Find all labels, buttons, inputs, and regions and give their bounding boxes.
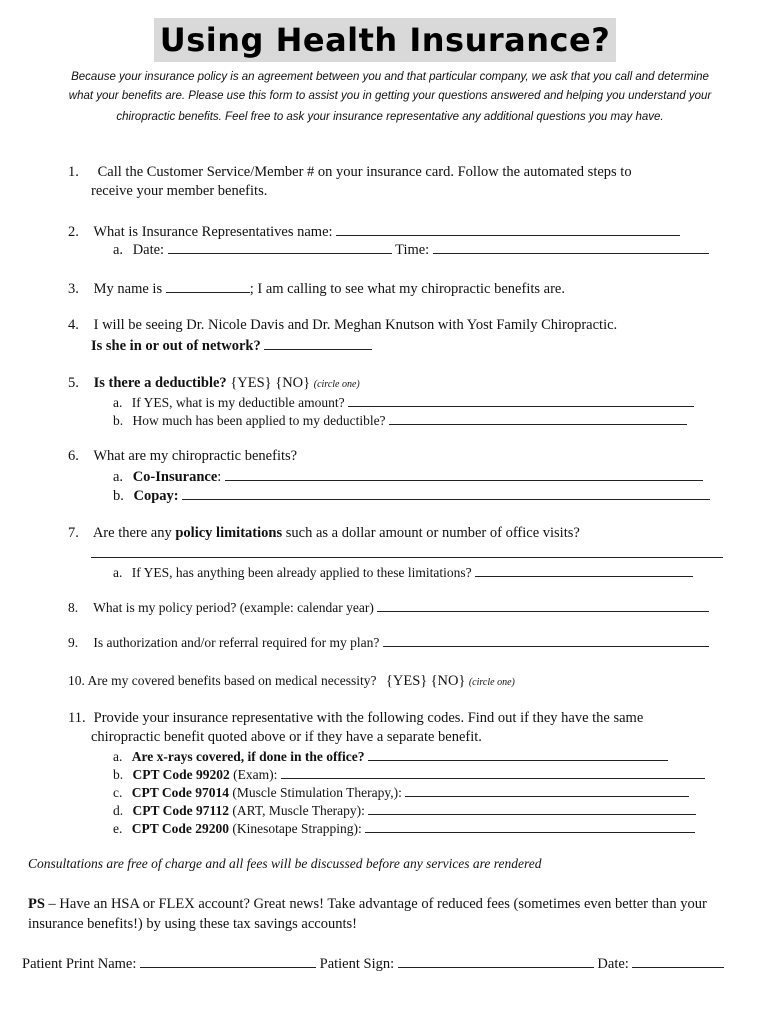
print-name-field[interactable] [140, 953, 316, 968]
sub-label: a. [113, 469, 124, 485]
limitations-field[interactable] [91, 543, 723, 558]
code-desc: (Kinesotape Strapping): [229, 821, 362, 836]
time-label: Time: [395, 242, 430, 258]
question-text: What are my chiropractic benefits? [93, 448, 298, 464]
date-field[interactable] [168, 239, 392, 254]
question-8 [68, 597, 709, 617]
sub-label: b. [113, 767, 124, 782]
rep-name-field[interactable] [336, 221, 680, 236]
question-number: 11. [68, 710, 86, 726]
time-field[interactable] [433, 239, 709, 254]
code-item-xrays [113, 746, 668, 766]
code-label: CPT Code 97014 [131, 785, 230, 800]
sub-label: a. [113, 395, 123, 410]
sub-text: If YES, what is my deductible amount? [131, 395, 345, 410]
sign-field[interactable] [398, 953, 594, 968]
question-4 [68, 316, 617, 335]
question-text: Is there a deductible? [93, 375, 227, 391]
question-7-line [91, 543, 723, 564]
circle-one-hint: (circle one) [468, 677, 515, 688]
sub-label: b. [113, 488, 124, 504]
code-99202-field[interactable] [281, 764, 705, 779]
no-option[interactable]: {NO} [275, 375, 311, 391]
policy-period-field[interactable] [377, 597, 709, 612]
question-7a [113, 562, 693, 582]
copay-field[interactable] [182, 485, 710, 500]
question-number: 8. [68, 600, 79, 615]
code-97014-field[interactable] [405, 782, 689, 797]
sub-text: If YES, has anything been already applied to these limitations? [131, 565, 472, 580]
code-97112-field[interactable] [368, 800, 696, 815]
code-label: CPT Code 99202 [132, 767, 230, 782]
question-text: What is my policy period? (example: calendar year) [93, 600, 374, 615]
authorization-field[interactable] [383, 632, 709, 647]
signature-row [22, 953, 724, 973]
no-option[interactable]: {NO} [430, 673, 466, 689]
question-2a [113, 239, 709, 260]
ps-label: PS [28, 896, 45, 912]
question-number: 6. [68, 448, 79, 464]
date-label: Date: [132, 242, 165, 258]
code-29200-field[interactable] [365, 818, 695, 833]
coinsurance-label: Co-Insurance [132, 469, 218, 485]
limitations-applied-field[interactable] [475, 562, 693, 577]
question-11-cont: chiropractic benefit quoted above or if they have a separate benefit. [91, 729, 482, 745]
question-number: 2. [68, 224, 79, 240]
question-text: I will be seeing Dr. Nicole Davis and Dr. Meghan Knutson with Yost Family Chiropractic. [93, 317, 618, 333]
question-number: 7. [68, 525, 79, 541]
code-item-97112 [113, 800, 696, 820]
code-label: CPT Code 29200 [131, 821, 230, 836]
question-7 [68, 524, 580, 543]
title-container [0, 18, 770, 62]
print-name-label: Patient Print Name: [22, 956, 137, 972]
code-desc: (Exam): [229, 767, 278, 782]
question-5 [68, 374, 360, 394]
sub-label: c. [113, 785, 123, 800]
network-label: Is she in or out of network? [91, 338, 261, 354]
question-6a [113, 466, 703, 487]
question-number: 10. [68, 673, 85, 688]
date-label: Date: [597, 956, 629, 972]
question-6b [113, 485, 710, 506]
sub-label: a. [113, 242, 124, 258]
consultation-note: Consultations are free of charge and all fees will be discussed before any services are rendered [28, 856, 542, 871]
colon: : [217, 469, 222, 485]
xrays-field[interactable] [368, 746, 668, 761]
intro-line-1: Because your insurance policy is an agreement between you and that particular company, we ask that you call and determine [71, 71, 709, 83]
question-5a [113, 392, 694, 412]
question-number: 1. [68, 164, 79, 180]
question-6 [68, 447, 297, 466]
yes-option[interactable]: {YES} [385, 673, 428, 689]
question-number: 3. [68, 281, 79, 297]
sign-date-field[interactable] [632, 953, 724, 968]
my-name-field[interactable] [166, 278, 250, 293]
code-item-97014 [113, 782, 689, 802]
ps-paragraph [28, 894, 743, 934]
sub-label: a. [113, 749, 123, 764]
sub-label: d. [113, 803, 124, 818]
question-number: 4. [68, 317, 79, 333]
question-4-network [91, 335, 372, 356]
deductible-amount-field[interactable] [348, 392, 694, 407]
policy-limitations-label: policy limitations [175, 525, 283, 541]
question-text-cont: such as a dollar amount or number of office visits? [285, 525, 580, 541]
sub-label: b. [113, 413, 124, 428]
code-desc: (Muscle Stimulation Therapy,): [229, 785, 402, 800]
ps-text: – Have an HSA or FLEX account? Great news! Take advantage of reduced fees (sometimes even better than your insurance benefits!) by using these tax savings accounts! [28, 896, 707, 932]
page-title: Using Health Insurance? [154, 18, 617, 62]
intro-line-3: chiropractic benefits. Feel free to ask your insurance representative any additional questions you may have. [116, 111, 664, 123]
code-label: CPT Code 97112 [132, 803, 230, 818]
sub-label: e. [113, 821, 123, 836]
question-1-cont: receive your member benefits. [91, 183, 268, 199]
code-item-29200 [113, 818, 695, 838]
question-number: 5. [68, 375, 79, 391]
question-text: What is Insurance Representatives name: [93, 224, 333, 240]
question-text: Provide your insurance representative with the following codes. Find out if they have the same [93, 710, 644, 726]
question-text: My name is [93, 281, 163, 297]
question-text-cont: ; I am calling to see what my chiropractic benefits are. [249, 281, 565, 297]
copay-label: Copay: [133, 488, 179, 504]
question-text: Is authorization and/or referral required for my plan? [93, 635, 380, 650]
question-text: Call the Customer Service/Member # on your insurance card. Follow the automated steps to [97, 164, 632, 180]
question-10 [68, 671, 515, 692]
question-number: 9. [68, 635, 79, 650]
code-label: Are x-rays covered, if done in the office? [131, 749, 365, 764]
circle-one-hint: (circle one) [313, 379, 360, 390]
question-9 [68, 632, 709, 652]
sub-label: a. [113, 565, 123, 580]
question-1 [68, 163, 632, 182]
intro-paragraph [30, 68, 750, 127]
question-text: Are there any [92, 525, 172, 541]
sub-text: How much has been applied to my deductible? [132, 413, 386, 428]
coinsurance-field[interactable] [225, 466, 703, 481]
code-item-99202 [113, 764, 705, 784]
sign-label: Patient Sign: [319, 956, 395, 972]
intro-line-2: what your benefits are. Please use this form to assist you in getting your questions answered and helping you understand your [68, 90, 712, 102]
network-field[interactable] [264, 335, 372, 350]
deductible-applied-field[interactable] [389, 410, 687, 425]
question-5b [113, 410, 687, 430]
yes-option[interactable]: {YES} [230, 375, 272, 391]
question-text: Are my covered benefits based on medical necessity? [87, 673, 377, 688]
question-11 [68, 709, 643, 728]
code-desc: (ART, Muscle Therapy): [229, 803, 365, 818]
question-3 [68, 278, 565, 299]
